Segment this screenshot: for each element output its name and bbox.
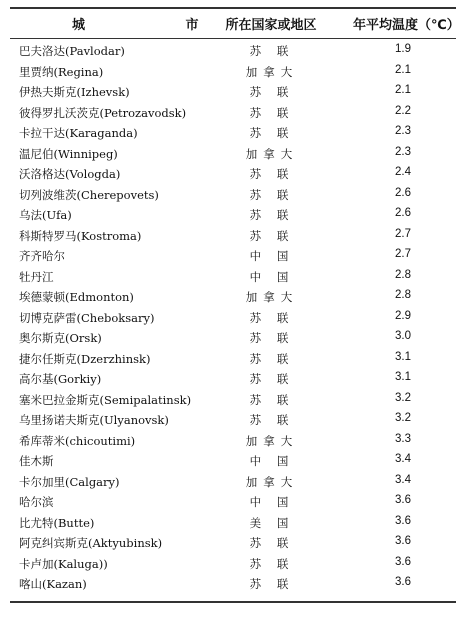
country-cell: 苏 联 bbox=[249, 167, 295, 181]
city-cell: 奥尔斯克(Orsk) bbox=[19, 331, 102, 345]
country-cell: 加拿大 bbox=[245, 146, 299, 161]
table-row bbox=[0, 573, 463, 594]
table-row bbox=[0, 122, 463, 143]
table-bottom-rule bbox=[10, 601, 456, 603]
temperature-cell: 3.4 bbox=[395, 453, 411, 465]
temperature-cell: 2.3 bbox=[395, 125, 411, 137]
city-cell: 高尔基(Gorkiy) bbox=[19, 372, 102, 386]
temperature-cell: 1.9 bbox=[395, 43, 411, 55]
temperature-cell: 2.9 bbox=[395, 309, 411, 322]
country-cell: 美 国 bbox=[249, 515, 295, 530]
table-row bbox=[0, 184, 463, 205]
country-cell: 中 国 bbox=[249, 495, 295, 509]
temperature-cell: 3.3 bbox=[395, 432, 411, 445]
city-cell: 彼得罗扎沃茨克(Petrozavodsk) bbox=[19, 105, 187, 120]
city-cell: 卡卢加(Kaluga)) bbox=[19, 556, 108, 571]
city-cell: 塞米巴拉金斯克(Semipalatinsk) bbox=[19, 392, 192, 407]
country-cell: 苏 联 bbox=[249, 372, 295, 386]
country-cell: 苏 联 bbox=[249, 228, 295, 243]
temperature-cell: 3.6 bbox=[395, 576, 411, 588]
city-cell: 卡拉干达(Karaganda) bbox=[19, 126, 138, 140]
country-cell: 苏 联 bbox=[249, 85, 295, 99]
city-cell: 佳木斯 bbox=[19, 454, 54, 468]
country-cell: 苏 联 bbox=[249, 536, 295, 550]
table-row bbox=[0, 368, 463, 389]
table-row bbox=[0, 266, 463, 287]
country-cell: 苏 联 bbox=[249, 208, 295, 222]
column-header-country: 所在国家或地区 bbox=[225, 18, 317, 33]
column-header-city: 城 市 bbox=[72, 18, 247, 33]
city-cell: 伊热夫斯克(Izhevsk) bbox=[19, 85, 130, 99]
temperature-cell: 2.8 bbox=[395, 268, 411, 281]
country-cell: 苏 联 bbox=[249, 392, 295, 407]
city-cell: 牡丹江 bbox=[19, 269, 54, 284]
temperature-cell: 2.7 bbox=[395, 248, 411, 260]
country-cell: 中 国 bbox=[249, 454, 295, 468]
country-cell: 苏 联 bbox=[249, 310, 295, 325]
temperature-cell: 2.6 bbox=[395, 186, 411, 199]
temperature-cell: 2.8 bbox=[395, 289, 411, 301]
city-cell: 齐齐哈尔 bbox=[19, 249, 65, 263]
table-row bbox=[0, 81, 463, 102]
table-row bbox=[0, 327, 463, 348]
table-row bbox=[0, 471, 463, 492]
table-row bbox=[0, 512, 463, 533]
city-cell: 切博克萨雷(Cheboksary) bbox=[19, 310, 155, 325]
table-row bbox=[0, 245, 463, 266]
table-row bbox=[0, 143, 463, 164]
temperature-cell: 2.1 bbox=[395, 84, 411, 96]
table-row bbox=[0, 450, 463, 471]
temperature-cell: 3.6 bbox=[395, 494, 411, 506]
city-cell: 埃德蒙顿(Edmonton) bbox=[19, 290, 134, 304]
temperature-cell: 3.2 bbox=[395, 412, 411, 424]
table-row bbox=[0, 553, 463, 574]
temperature-cell: 2.4 bbox=[395, 166, 411, 178]
country-cell: 加拿大 bbox=[245, 474, 299, 489]
temperature-cell: 3.2 bbox=[395, 391, 411, 404]
city-cell: 阿克纠宾斯克(Aktyubinsk) bbox=[19, 536, 163, 550]
country-cell: 苏 联 bbox=[249, 577, 295, 591]
table-row bbox=[0, 430, 463, 451]
table-row bbox=[0, 389, 463, 410]
table-header-rule bbox=[10, 38, 456, 39]
city-cell: 里贾纳(Regina) bbox=[19, 64, 104, 79]
temperature-cell: 2.6 bbox=[395, 207, 411, 219]
table-row bbox=[0, 204, 463, 225]
temperature-cell: 3.6 bbox=[395, 514, 411, 527]
temperature-cell: 3.1 bbox=[395, 371, 411, 383]
city-cell: 乌里扬诺夫斯克(Ulyanovsk) bbox=[19, 413, 169, 427]
country-cell: 苏 联 bbox=[249, 556, 295, 571]
temperature-cell: 3.4 bbox=[395, 473, 411, 486]
temperature-cell: 2.1 bbox=[395, 63, 411, 76]
table-top-rule bbox=[10, 7, 456, 9]
table-row bbox=[0, 307, 463, 328]
column-header-temperature: 年平均温度（℃） bbox=[353, 18, 460, 33]
temperature-cell: 2.2 bbox=[395, 104, 411, 117]
table-row bbox=[0, 491, 463, 512]
country-cell: 苏 联 bbox=[249, 413, 295, 427]
city-cell: 希库蒂米(chicoutimi) bbox=[19, 433, 136, 448]
city-cell: 温尼伯(Winnipeg) bbox=[19, 146, 118, 161]
table-row bbox=[0, 225, 463, 246]
country-cell: 加拿大 bbox=[245, 433, 299, 448]
city-cell: 哈尔滨 bbox=[19, 495, 54, 509]
table-row bbox=[0, 532, 463, 553]
temperature-cell: 2.3 bbox=[395, 145, 411, 158]
country-cell: 苏 联 bbox=[249, 187, 295, 202]
country-cell: 中 国 bbox=[249, 269, 295, 284]
city-cell: 乌法(Ufa) bbox=[19, 208, 72, 222]
city-cell: 科斯特罗马(Kostroma) bbox=[19, 228, 142, 243]
city-cell: 卡尔加里(Calgary) bbox=[19, 474, 120, 489]
table-row bbox=[0, 40, 463, 61]
city-cell: 巴夫洛达(Pavlodar) bbox=[19, 44, 125, 58]
country-cell: 苏 联 bbox=[249, 44, 295, 58]
country-cell: 苏 联 bbox=[249, 105, 295, 120]
table-row bbox=[0, 286, 463, 307]
country-cell: 苏 联 bbox=[249, 331, 295, 345]
temperature-cell: 3.6 bbox=[395, 555, 411, 568]
city-cell: 捷尔任斯克(Dzerzhinsk) bbox=[19, 351, 151, 366]
temperature-cell: 2.7 bbox=[395, 227, 411, 240]
country-cell: 中 国 bbox=[249, 249, 295, 263]
country-cell: 苏 联 bbox=[249, 351, 295, 366]
city-cell: 喀山(Kazan) bbox=[19, 577, 87, 591]
table-row bbox=[0, 409, 463, 430]
temperature-cell: 3.6 bbox=[395, 535, 411, 547]
city-cell: 沃洛格达(Vologda) bbox=[19, 167, 121, 181]
city-cell: 切列波维茨(Cherepovets) bbox=[19, 187, 159, 202]
table-row bbox=[0, 163, 463, 184]
country-cell: 加拿大 bbox=[245, 290, 299, 304]
temperature-cell: 3.1 bbox=[395, 350, 411, 363]
country-cell: 加拿大 bbox=[245, 64, 299, 79]
city-cell: 比尤特(Butte) bbox=[19, 515, 95, 530]
table-row bbox=[0, 102, 463, 123]
temperature-cell: 3.0 bbox=[395, 330, 411, 342]
table-row bbox=[0, 61, 463, 82]
country-cell: 苏 联 bbox=[249, 126, 295, 140]
table-row bbox=[0, 348, 463, 369]
